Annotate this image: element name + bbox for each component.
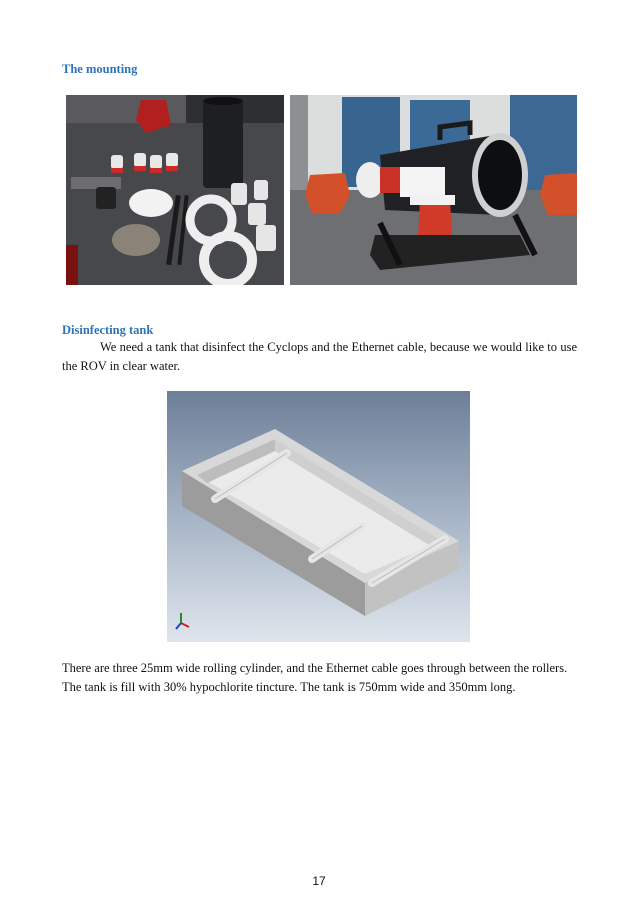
tank-description-line-1: There are three 25mm wide rolling cylinder, and the Ethernet cable goes through between the rollers. [62, 661, 568, 675]
page-number: 17 [312, 874, 326, 888]
assembled-mounting-photo [290, 95, 577, 285]
tank-cad-render [167, 391, 470, 642]
tank-intro-paragraph: We need a tank that disinfect the Cyclops and the Ethernet cable, because we would like to use the ROV in clear water. [62, 340, 577, 373]
mounting-heading: The mounting [62, 62, 138, 76]
mounting-parts-photo [66, 95, 284, 285]
tank-description-line-2: The tank is fill with 30% hypochlorite tincture. The tank is 750mm wide and 350mm long. [62, 680, 516, 694]
disinfecting-tank-heading: Disinfecting tank [62, 323, 154, 337]
